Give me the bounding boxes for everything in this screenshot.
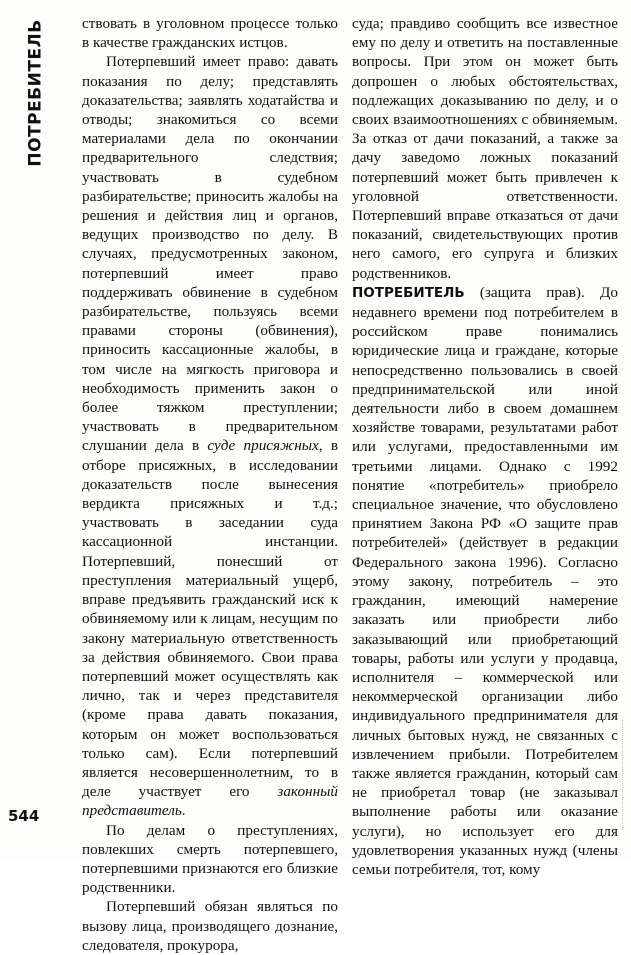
- entry-headword: ПОТРЕБИТЕЛЬ: [352, 284, 465, 301]
- running-head-text: ПОТРЕБИТЕЛЬ: [26, 19, 47, 167]
- page-number: 544: [8, 807, 40, 825]
- left-column: [82, 14, 338, 954]
- left-paragraph-1: ствовать в уголовном процессе только в качестве гражданских истцов.: [82, 15, 338, 52]
- entry-body: (защита прав). До недавнего времени под потребителем в российском праве понимались юридические лица и граждане, которые непосредственно пользовались в своей предпринимательской или иной деятельности либо в своем домашнем хозяйстве товарами, результатами работ или услугами, предоставленными им третьими лицами. Однако с 1992 понятие «потребитель» приобрело специальное значение, что обусловлено принятием Закона РФ «О защите прав потребителей» (действует в редакции Федерального закона 1996). Согласно этому закону, потребитель – это гражданин, имеющий намерение заказать или приобрести либо заказывающий или приобретающий товары, работы или услуги у продавца, исполнителя – коммерческой или некоммерческой организации либо индивидуального предпринимателя для личных бытовых нужд, не связанных с извлечением прибыли. Потребителем также является гражданин, который сам не приобретал товар (не заказывал выполнение работы или оказание услуги), но использует его для удовлетворения указанных нужд (члены семьи потребителя, тот, кому: [352, 283, 618, 878]
- running-head: [18, 18, 54, 168]
- right-column: [352, 14, 618, 878]
- scan-edge-marks: [612, 720, 623, 830]
- left-paragraph-2: [82, 52, 338, 820]
- left-paragraph-3: По делам о преступлениях, повлекших смерть потерпевшего, потерпевшими признаются его близкие родственники.: [82, 821, 338, 897]
- right-paragraph-1: суда; правдиво сообщить все известное ему по делу и ответить на поставленные вопросы. При этом он может быть допрошен о любых обстоятельствах, подлежащих доказыванию по делу, и о своих взаимоотношениях с обвиняемым. За отказ от дачи показаний, а также за дачу заведомо ложных показаний потерпевший может быть привлечен к уголовной ответственности. Потерпевший вправе отказаться от дачи показаний, свидетельствующих против него самого, его супруга и близких родственников.: [352, 15, 618, 282]
- jury-trial-term: суде присяжных: [207, 437, 319, 455]
- entry-consumer: [352, 283, 618, 879]
- left-paragraph-4: Потерпевший обязан являться по вызову лица, производящего дознание, следователя, прокурора,: [82, 898, 338, 954]
- left-paragraph-2-cont: , в отборе присяжных, в исследовании доказательств после вынесения вердикта присяжных и т.д.; участвовать в заседании суда кассационной инстанции. Потерпевший, понесший от преступления материальный ущерб, вправе предъявить гражданский иск к обвиняемому или к лицам, несущим по закону материальную ответственность за действия обвиняемого. Свои права потерпевший может осуществлять как лично, так и через представителя (кроме права давать показания, которым он может воспользоваться только сам). Если потерпевший является несовершеннолетним, то в деле участвует его: [82, 437, 338, 801]
- left-paragraph-2-end: .: [181, 802, 186, 820]
- legal-representative-term: законный представитель: [82, 783, 338, 820]
- left-paragraph-2-text: Потерпевший имеет право: давать показания по делу; представлять доказательства; заявлять ходатайства и отводы; знакомиться со всеми материалами дела по окончании предварительного следствия; участвовать в судебном разбирательстве; приносить жалобы на решения и действия лиц и органов, ведущих производство по делу. В случаях, предусмотренных законом, потерпевший имеет право поддерживать обвинение в судебном разбирательстве, пользуясь всеми правами стороны (обвинения), приносить кассационные жалобы, в том числе на мягкость приговора и необходимость применить закон о более тяжком преступлении; участвовать в предварительном слушании дела в: [82, 53, 338, 455]
